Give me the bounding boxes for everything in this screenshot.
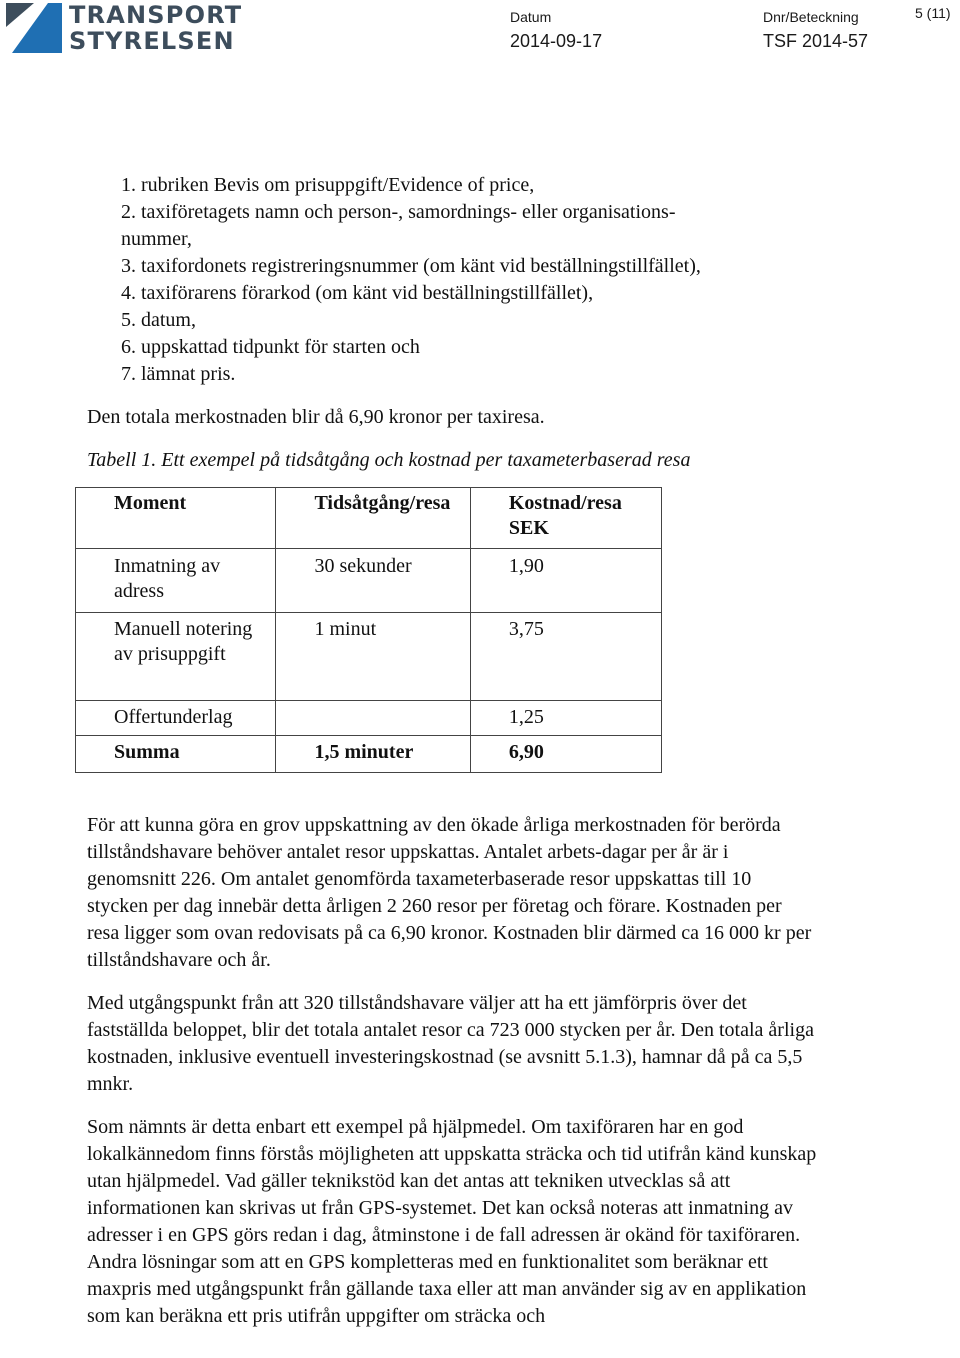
table-caption: Tabell 1. Ett exempel på tidsåtgång och kostnad per taxameterbaserad resa [87,449,691,471]
table-cell: 1,5 minuter [276,736,470,773]
reference-label: Dnr/Beteckning [763,9,859,25]
reference-value: TSF 2014-57 [763,31,869,51]
logo-mark-dark-shape [6,3,34,27]
list-item: 4. taxiförarens förarkod (om känt vid beställningstillfället), [121,282,594,304]
table-row [76,549,662,613]
list-item: 5. datum, [121,309,196,331]
header-date [510,8,602,52]
list-item: 6. uppskattad tidpunkt för starten och [121,336,420,358]
body-paragraph: Med utgångspunkt från att 320 tillståndshavare väljer att ha ett jämförpris över det fastställda beloppet, blir det totala antalet resor ca 723 000 stycken per år. Den totala årliga kostnaden, inklusive eventuell investeringskostnad (se avsnitt 5.1.3), hamnar då på ca 5,5 mnkr. [87,992,814,1095]
table-cell: 1,25 [470,701,661,736]
list-item: 7. lämnat pris. [121,363,236,385]
table-cell [276,701,470,736]
table-cell: Summa [76,736,276,773]
logo-word-styrelsen: STYRELSEN [69,27,235,55]
table-header-row [76,488,662,549]
table-cell: Manuell notering av prisuppgift [76,613,276,701]
table-header-cell: Moment [76,488,276,549]
table-cell: 30 sekunder [276,549,470,613]
table-total-row [76,736,662,773]
date-label: Datum [510,9,552,25]
page-number: 5 (11) [915,5,951,21]
table-row [76,701,662,736]
list-item: nummer, [121,228,192,250]
numbered-list [121,172,821,388]
transportstyrelsen-logo [6,1,243,55]
table-cell: 3,75 [470,613,661,701]
list-item: 3. taxifordonets registreringsnummer (om känt vid beställningstillfället), [121,255,701,277]
logo-mark-icon [6,3,62,53]
body-paragraph: Som nämnts är detta enbart ett exempel på hjälpmedel. Om taxiföraren har en god lokalkännedom finns förstås möjligheten att uppskatta sträcka och tid utifrån känd kunskap utan hjälpmedel. Vad gäller teknikstöd kan det antas att tekniken utvecklas så att informationen kan skrivas ut från GPS-systemet. Det kan också noteras att inmatning av adresser i en GPS görs redan i dag, åtminstone i de fall adressen är okänd för taxiföraren. Andra lösningar som att en GPS kompletteras med en funktionalitet som beräknar ett maxpris med utgångspunkt från gällande taxa eller att man använder sig av en applikation som kan beräkna ett pris utifrån uppgifter om sträcka och [87,1116,817,1327]
table-header-cell: Tidsåtgång/resa [276,488,470,549]
table-cell: Offertunderlag [76,701,276,736]
date-value: 2014-09-17 [510,31,603,51]
table-cell: 1 minut [276,613,470,701]
cost-table [75,487,662,773]
table-cell: 6,90 [470,736,661,773]
table-header-cell: Kostnad/resa SEK [470,488,661,549]
table-cell: 1,90 [470,549,661,613]
table-cell: Inmatning av adress [76,549,276,613]
summary-text: Den totala merkostnaden blir då 6,90 kronor per taxiresa. [87,406,545,428]
body-paragraph: För att kunna göra en grov uppskattning av den ökade årliga merkostnaden för berörda tillståndshavare behöver antalet resor uppskattas. Antalet arbets-dagar per år är i genomsnitt 226. Om antalet genomförda taxameterbaserade resor uppskattas till 10 stycken per dag innebär detta årligen 2 260 resor per företag och förare. Kostnaden per resa ligger som ovan redovisats på ca 6,90 kronor. Kostnaden blir därmed ca 16 000 kr per tillståndshavare och år. [87,814,812,971]
table-row [76,613,662,701]
header-reference [763,8,868,52]
logo-word-transport: TRANSPORT [69,1,243,29]
list-item: 1. rubriken Bevis om prisuppgift/Evidence of price, [121,174,535,196]
list-item: 2. taxiföretagets namn och person-, samordnings- eller organisations- [121,201,676,223]
